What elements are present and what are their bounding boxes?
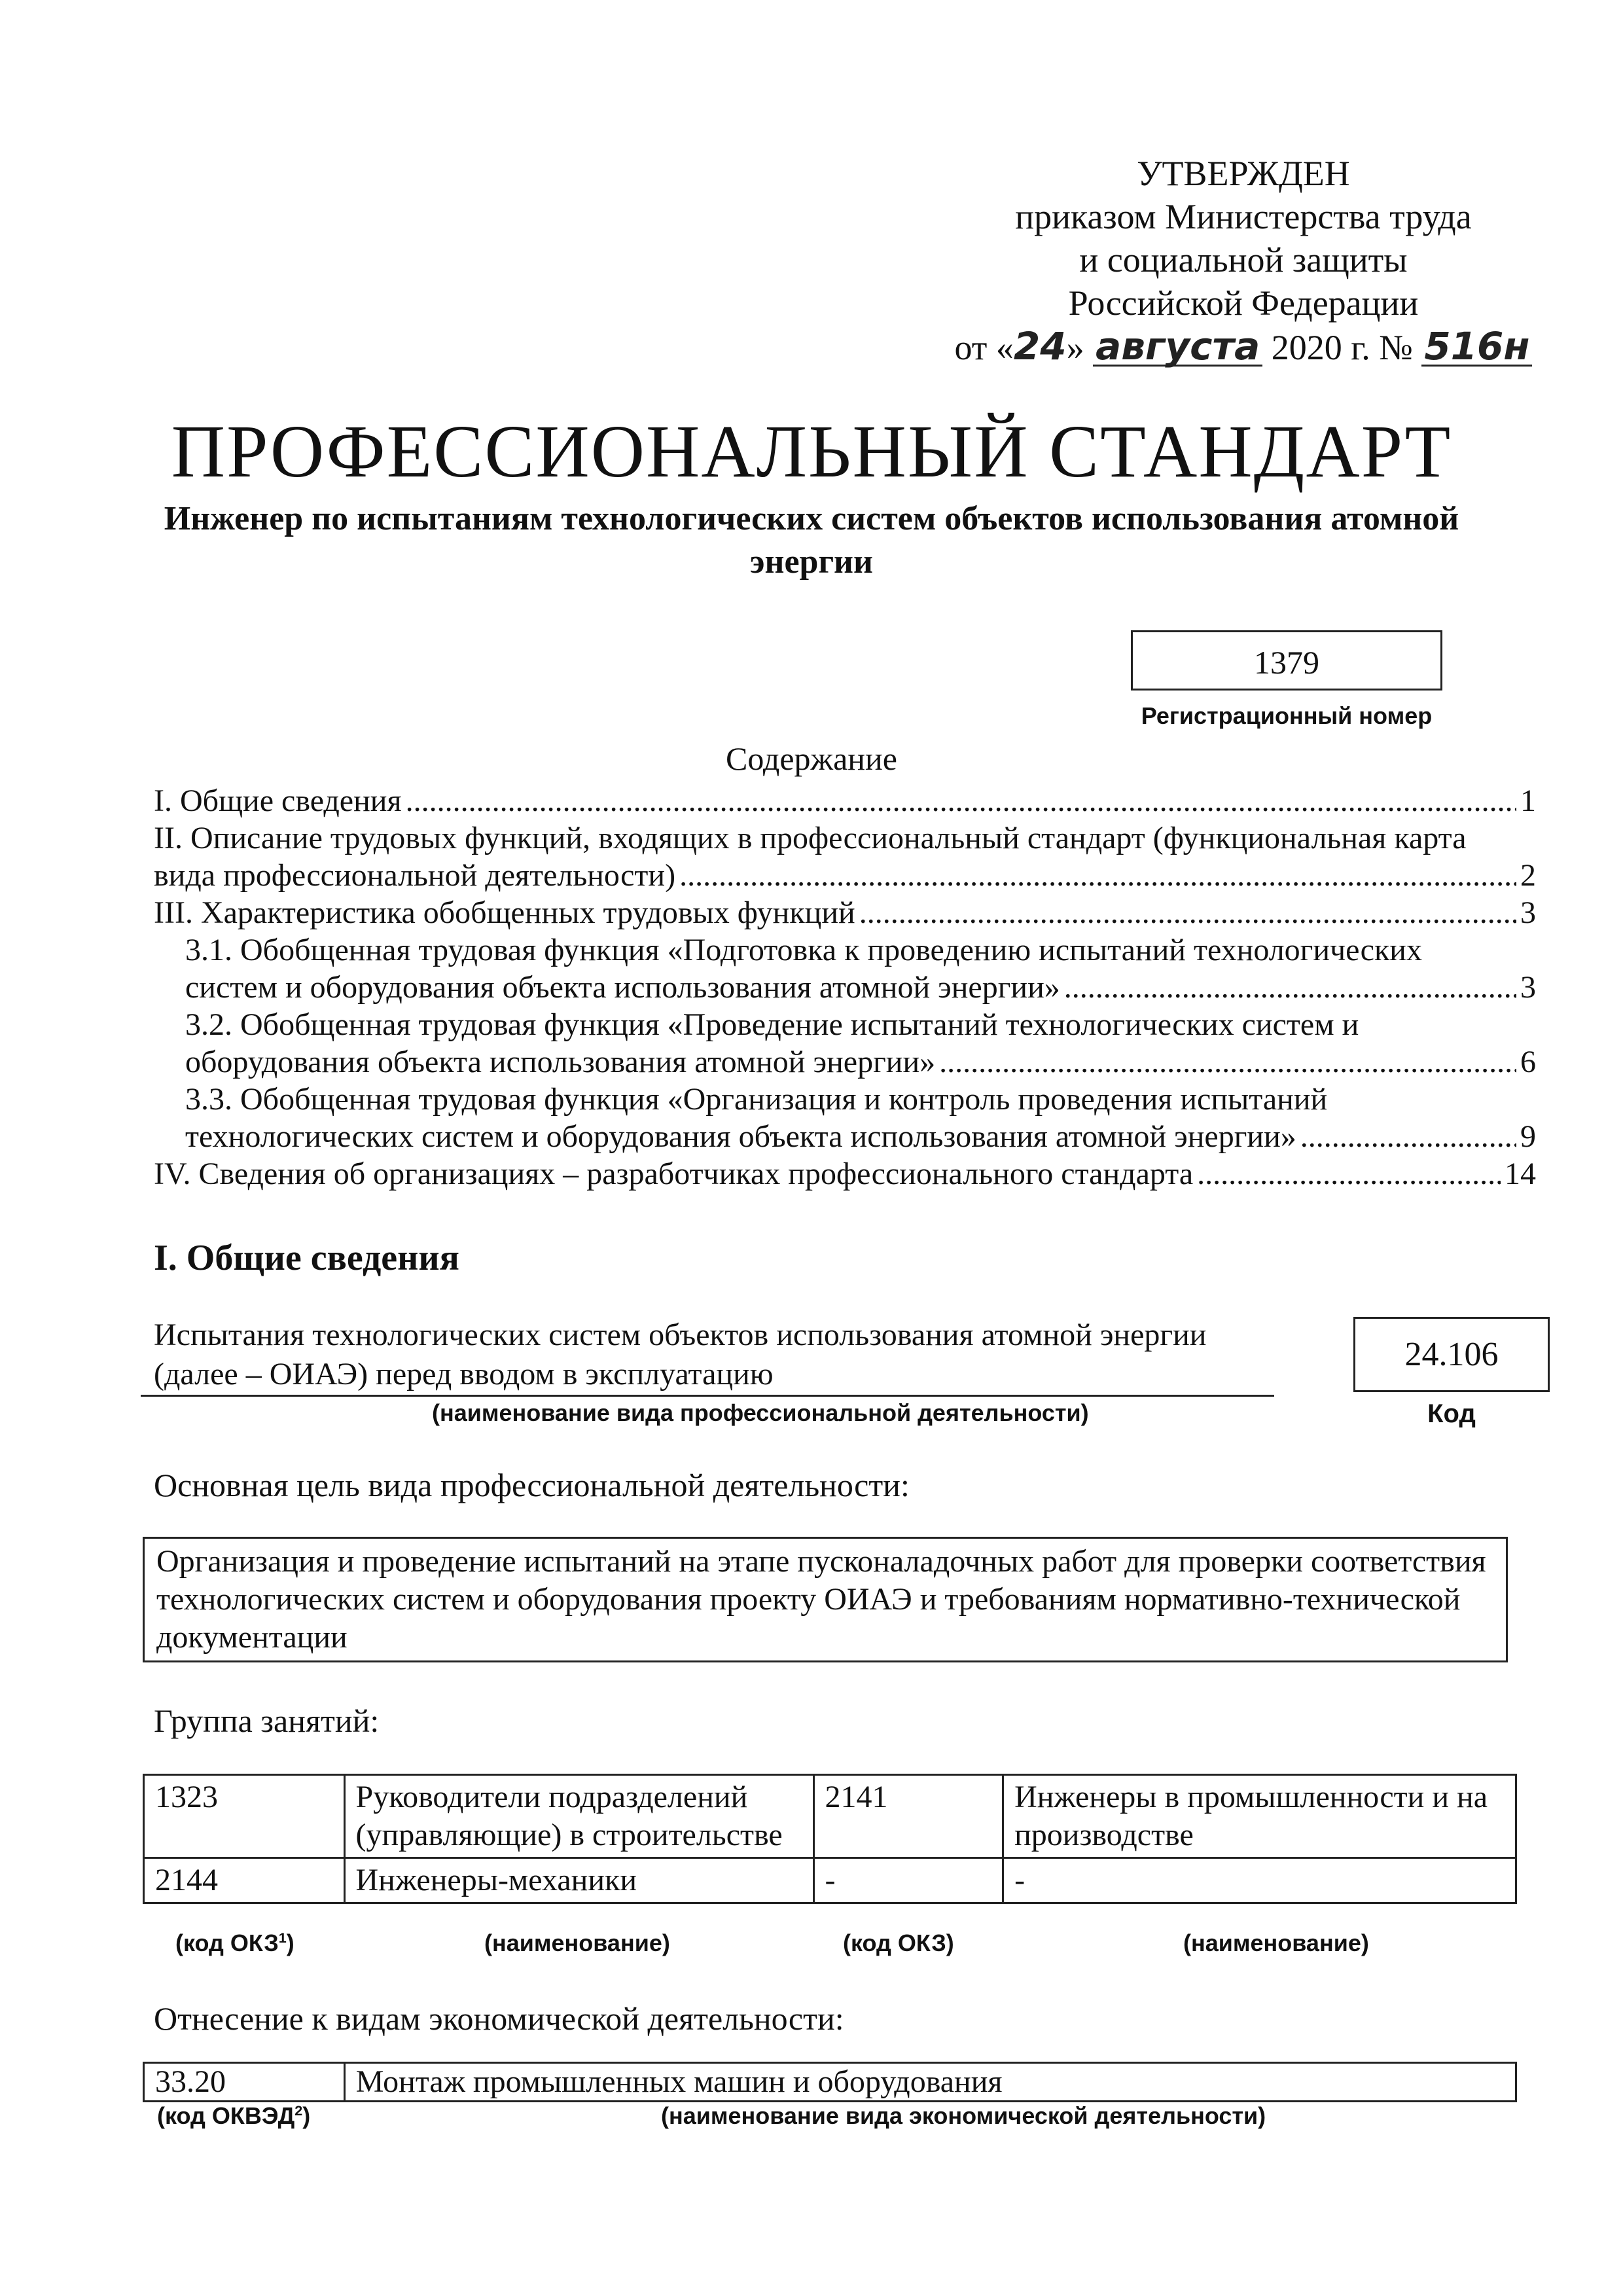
okz-code-cell: - bbox=[813, 1858, 1003, 1903]
toc-item[interactable]: IV. Сведения об организациях – разработчиках профессионального стандарта . . . 14 bbox=[154, 1155, 1536, 1193]
economic-activity-table bbox=[143, 2062, 1517, 2102]
approval-date-line bbox=[916, 325, 1571, 369]
toc-item[interactable]: I. Общие сведения . . . 1 bbox=[154, 782, 1536, 819]
economic-activity-label: Отнесение к видам экономической деятельности: bbox=[154, 2000, 844, 2037]
section-heading: I. Общие сведения bbox=[154, 1238, 459, 1278]
toc-heading: Содержание bbox=[726, 740, 897, 777]
code-caption: Код bbox=[1427, 1399, 1476, 1428]
goal-label: Основная цель вида профессиональной деятельности: bbox=[154, 1467, 910, 1503]
handwritten-order-number: 516н bbox=[1421, 328, 1532, 367]
registration-number-label: Регистрационный номер bbox=[1141, 702, 1433, 729]
activity-caption: (наименование вида профессиональной деятельности) bbox=[432, 1399, 1089, 1426]
approval-block bbox=[916, 152, 1571, 369]
activity-underline bbox=[141, 1395, 1274, 1397]
activity-code-box: 24.106 bbox=[1353, 1317, 1550, 1392]
groups-label: Группа занятий: bbox=[154, 1702, 380, 1739]
okz-name-caption: (наименование) bbox=[484, 1929, 670, 1956]
okved-name-cell: Монтаж промышленных машин и оборудования bbox=[344, 2063, 1516, 2102]
date-day-close: » bbox=[1066, 328, 1084, 367]
toc-item[interactable]: 3.3. Обобщенная трудовая функция «Организация и контроль проведения испытаний технологических систем и оборудования объекта использования атомной энергии» . . . 9 bbox=[154, 1081, 1536, 1155]
okz-name-caption: (наименование) bbox=[1183, 1929, 1369, 1956]
table-row bbox=[144, 1775, 1516, 1858]
approval-line-2: и социальной защиты bbox=[1079, 240, 1408, 279]
okved-code-caption: (код ОКВЭД$^2$) bbox=[157, 2102, 311, 2129]
toc-item[interactable]: 3.2. Обобщенная трудовая функция «Проведение испытаний технологических систем и оборудования объекта использования атомной энергии» . . . 6 bbox=[154, 1006, 1536, 1081]
okz-name-cell: - bbox=[1003, 1858, 1516, 1903]
handwritten-day: 24 bbox=[1013, 324, 1067, 368]
okz-code-cell: 1323 bbox=[144, 1775, 345, 1858]
okz-code-caption: (код ОКЗ$^1$) bbox=[175, 1929, 294, 1956]
approval-line-1: приказом Министерства труда bbox=[1015, 197, 1472, 236]
toc-item[interactable]: 3.1. Обобщенная трудовая функция «Подготовка к проведению испытаний технологических систем и оборудования объекта использования атомной энергии» . . . 3 bbox=[154, 931, 1536, 1006]
toc-item[interactable]: II. Описание трудовых функций, входящих в профессиональный стандарт (функциональная карта вида профессиональной деятельности) . . . 2 bbox=[154, 819, 1536, 894]
document-subtitle: Инженер по испытаниям технологических систем объектов использования атомной энергии bbox=[164, 500, 1459, 581]
okz-name-cell: Инженеры-механики bbox=[344, 1858, 813, 1903]
approval-status: УТВЕРЖДЕН bbox=[1137, 154, 1350, 193]
okz-code-cell: 2144 bbox=[144, 1858, 345, 1903]
date-prefix: от « bbox=[954, 328, 1014, 367]
approval-line-3: Российской Федерации bbox=[1068, 283, 1419, 323]
document-title: ПРОФЕССИОНАЛЬНЫЙ СТАНДАРТ bbox=[171, 410, 1452, 493]
date-year: 2020 г. № bbox=[1271, 328, 1413, 367]
occupation-groups-table bbox=[143, 1774, 1517, 1904]
okz-code-cell: 2141 bbox=[813, 1775, 1003, 1858]
table-of-contents bbox=[154, 782, 1536, 1193]
okz-code-caption: (код ОКЗ) bbox=[843, 1929, 954, 1956]
okz-name-cell: Руководители подразделений (управляющие) в строительстве bbox=[344, 1775, 813, 1858]
okz-name-cell: Инженеры в промышленности и на производстве bbox=[1003, 1775, 1516, 1858]
table-row bbox=[144, 1858, 1516, 1903]
toc-item[interactable]: III. Характеристика обобщенных трудовых функций . . . 3 bbox=[154, 894, 1536, 931]
table-row bbox=[144, 2063, 1516, 2102]
okved-code-cell: 33.20 bbox=[144, 2063, 345, 2102]
handwritten-month: августа bbox=[1093, 328, 1262, 367]
activity-name: Испытания технологических систем объектов использования атомной энергии (далее – ОИАЭ) перед вводом в эксплуатацию bbox=[154, 1318, 1207, 1391]
okved-name-caption: (наименование вида экономической деятельности) bbox=[661, 2102, 1266, 2129]
registration-number-box: 1379 bbox=[1131, 630, 1442, 691]
goal-box: Организация и проведение испытаний на этапе пусконаладочных работ для проверки соответствия технологических систем и оборудования проекту ОИАЭ и требованиям нормативно-технической документации bbox=[143, 1537, 1508, 1662]
